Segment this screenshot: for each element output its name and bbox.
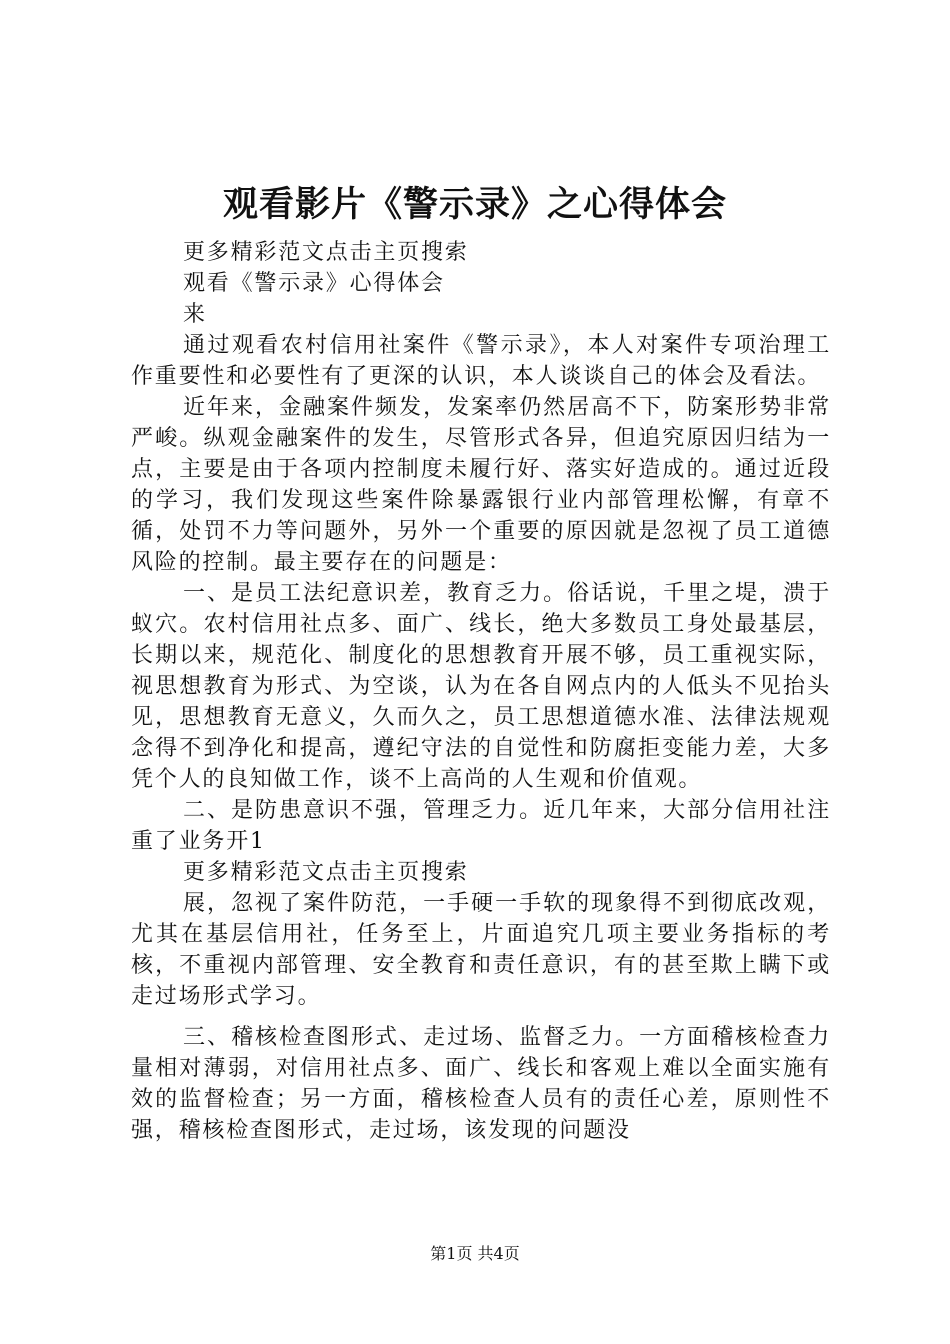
paragraph-intro: 通过观看农村信用社案件《警示录》，本人对案件专项治理工作重要性和必要性有了更深的认识，本人谈谈自己的体会及看法。 [131, 333, 831, 389]
paragraph-point-one: 一、是员工法纪意识差，教育乏力。俗话说，千里之堤，溃于蚁穴。农村信用社点多、面广、线长，绝大多数员工身处最基层，长期以来，规范化、制度化的思想教育开展不够，员工重视实际，视思想教育为形式、为空谈，认为在各自网点内的人低头不见抬头见，思想教育无意义，久而久之，员工思想道德水准、法律法规观念得不到净化和提高，遵纪守法的自觉性和防腐拒变能力差，大多凭个人的良知做工作，谈不上高尚的人生观和价值观。 [131, 581, 831, 792]
paragraph-point-two: 二、是防患意识不强，管理乏力。近几年来，大部分信用社注重了业务开1 [131, 798, 831, 854]
paragraph-source: 来 [183, 302, 207, 327]
paragraph-background: 近年来，金融案件频发，发案率仍然居高不下，防案形势非常严峻。纵观金融案件的发生，尽管形式各异，但追究原因归结为一点，主要是由于各项内控制度未履行好、落实好造成的。通过近段的学习，我们发现这些案件除暴露银行业内部管理松懈，有章不循，处罚不力等问题外，另外一个重要的原因就是忽视了员工道德风险的控制。最主要存在的问题是： [131, 395, 831, 575]
paragraph-continuation: 展，忽视了案件防范，一手硬一手软的现象得不到彻底改观，尤其在基层信用社，任务至上，片面追究几项主要业务指标的考核，不重视内部管理、安全教育和责任意识，有的甚至欺上瞒下或走过场形式学习。 [131, 891, 831, 1009]
page-number-footer: 第1页 共4页 [430, 1244, 520, 1263]
paragraph-promo-repeat: 更多精彩范文点击主页搜索 [183, 860, 469, 885]
document-body [131, 237, 831, 1146]
paragraph-point-three: 三、稽核检查图形式、走过场、监督乏力。一方面稽核检查力量相对薄弱，对信用社点多、面广、线长和客观上难以全面实施有效的监督检查；另一方面，稽核检查人员有的责任心差，原则性不强，稽核检查图形式，走过场，该发现的问题没 [131, 1025, 831, 1143]
paragraph-promo-header: 更多精彩范文点击主页搜索 [183, 240, 469, 265]
paragraph-subtitle: 观看《警示录》心得体会 [183, 271, 445, 296]
document-title: 观看影片《警示录》之心得体会 [222, 184, 727, 225]
